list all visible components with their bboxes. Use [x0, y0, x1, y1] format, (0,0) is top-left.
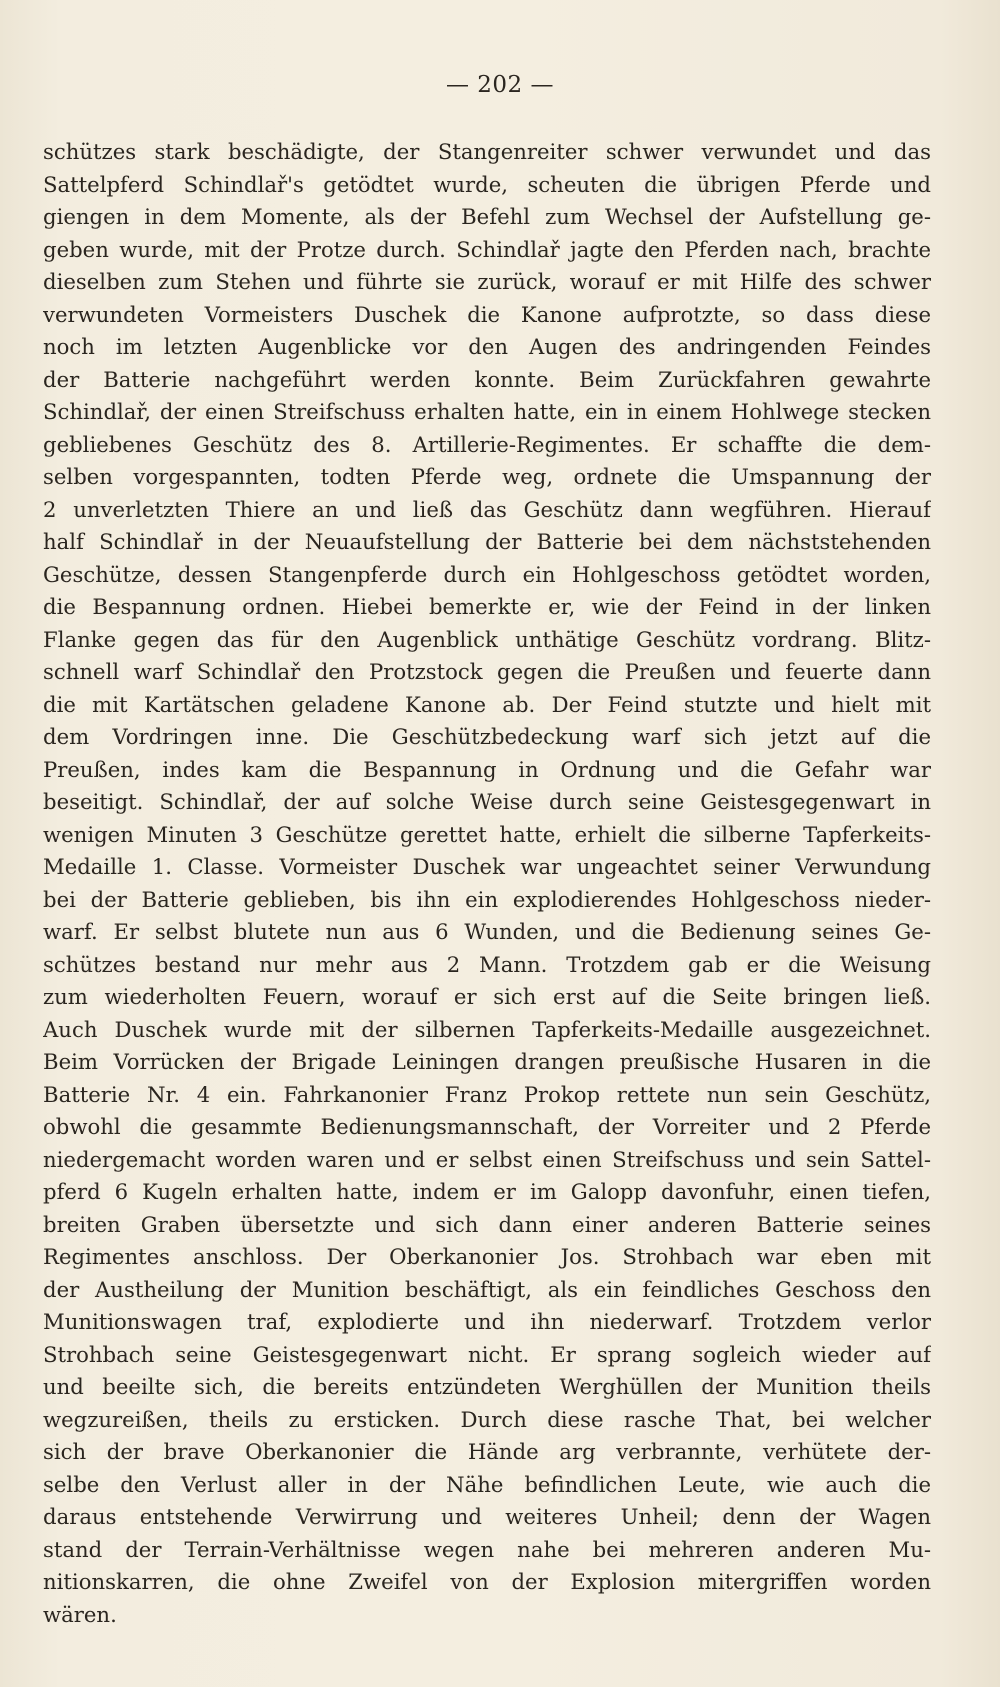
text-line: beseitigt. Schindlař, der auf solche Weise durch seine Geistesgegenwart in: [43, 789, 931, 814]
text-line: pferd 6 Kugeln erhalten hatte, indem er im Galopp davonfuhr, einen tiefen,: [43, 1179, 931, 1204]
text-line: zum wiederholten Feuern, worauf er sich erst auf die Seite bringen ließ.: [43, 984, 931, 1009]
text-line: die mit Kartätschen geladene Kanone ab. Der Feind stutzte und hielt mit: [43, 691, 931, 717]
text-line: verwundeten Vormeisters Duschek die Kanone aufprotzte, so dass diese: [43, 301, 931, 327]
text-line: schützes stark beschädigte, der Stangenreiter schwer verwundet und das: [43, 139, 931, 164]
text-line: der Austheilung der Munition beschäftigt, als ein feindliches Geschoss den: [43, 1276, 931, 1302]
text-line: Auch Duschek wurde mit der silbernen Tapferkeits-Medaille ausgezeichnet.: [43, 1016, 931, 1042]
text-line: nitionskarren, die ohne Zweifel von der Explosion mitergriffen worden: [43, 1569, 931, 1594]
text-line: niedergemacht worden waren und er selbst einen Streifschuss und sein Sattel-: [43, 1146, 931, 1172]
text-line: Medaille 1. Classe. Vormeister Duschek war ungeachtet seiner Verwundung: [43, 854, 931, 879]
text-line: noch im letzten Augenblicke vor den Augen des andringenden Feindes: [43, 334, 931, 359]
text-line: giengen in dem Momente, als der Befehl zum Wechsel der Aufstellung ge-: [43, 204, 931, 229]
text-line: schnell warf Schindlař den Protzstock gegen die Preußen und feuerte dann: [43, 659, 931, 684]
text-line: dieselben zum Stehen und führte sie zurück, worauf er mit Hilfe des schwer: [43, 269, 931, 294]
text-line: Geschütze, dessen Stangenpferde durch ein Hohlgeschoss getödtet worden,: [43, 561, 931, 587]
text-line: wenigen Minuten 3 Geschütze gerettet hatte, erhielt die silberne Tapferkeits-: [43, 821, 931, 847]
text-line: stand der Terrain-Verhältnisse wegen nahe bei mehreren anderen Mu-: [43, 1536, 931, 1562]
text-line: geben wurde, mit der Protze durch. Schindlař jagte den Pferden nach, brachte: [43, 236, 931, 262]
text-line: Beim Vorrücken der Brigade Leiningen drangen preußische Husaren in die: [43, 1049, 931, 1074]
text-line: half Schindlař in der Neuaufstellung der Batterie bei dem nächststehenden: [43, 529, 931, 554]
text-line: warf. Er selbst blutete nun aus 6 Wunden, und die Bedienung seines Ge-: [43, 919, 931, 944]
text-line: der Batterie nachgeführt werden konnte. Beim Zurückfahren gewahrte: [43, 366, 931, 392]
text-line: schützes bestand nur mehr aus 2 Mann. Trotzdem gab er die Weisung: [43, 951, 931, 977]
text-line: selben vorgespannten, todten Pferde weg, ordnete die Umspannung der: [43, 464, 931, 489]
text-line: und beeilte sich, die bereits entzündeten Werghüllen der Munition theils: [43, 1374, 931, 1399]
text-line: selbe den Verlust aller in der Nähe befindlichen Leute, wie auch die: [43, 1471, 931, 1497]
text-line: 2 unverletzten Thiere an und ließ das Geschütz dann wegführen. Hierauf: [43, 496, 931, 522]
text-line: gebliebenes Geschütz des 8. Artillerie-Regimentes. Er schaffte die dem-: [43, 431, 931, 457]
page-number: — 202 —: [445, 72, 555, 98]
text-line: Strohbach seine Geistesgegenwart nicht. Er sprang sogleich wieder auf: [43, 1341, 931, 1367]
text-line: obwohl die gesammte Bedienungsmannschaft, der Vorreiter und 2 Pferde: [43, 1114, 931, 1139]
body-text: [43, 136, 931, 1631]
text-line: Sattelpferd Schindlař's getödtet wurde, scheuten die übrigen Pferde und: [43, 171, 931, 197]
text-line: breiten Graben übersetzte und sich dann einer anderen Batterie seines: [43, 1211, 931, 1237]
text-line: wären.: [43, 1601, 117, 1627]
text-line: dem Vordringen inne. Die Geschützbedeckung warf sich jetzt auf die: [43, 724, 931, 749]
text-line: Regimentes anschloss. Der Oberkanonier Jos. Strohbach war eben mit: [43, 1244, 931, 1269]
text-line: Flanke gegen das für den Augenblick unthätige Geschütz vordrang. Blitz-: [43, 626, 931, 652]
text-line: Batterie Nr. 4 ein. Fahrkanonier Franz Prokop rettete nun sein Geschütz,: [43, 1081, 931, 1107]
text-line: Munitionswagen traf, explodierte und ihn niederwarf. Trotzdem verlor: [43, 1309, 931, 1334]
text-line: bei der Batterie geblieben, bis ihn ein explodierendes Hohlgeschoss nieder-: [43, 886, 931, 912]
text-line: daraus entstehende Verwirrung und weiteres Unheil; denn der Wagen: [43, 1504, 931, 1529]
text-line: die Bespannung ordnen. Hiebei bemerkte er, wie der Feind in der linken: [43, 594, 931, 619]
text-line: Preußen, indes kam die Bespannung in Ordnung und die Gefahr war: [43, 756, 931, 782]
text-line: Schindlař, der einen Streifschuss erhalten hatte, ein in einem Hohlwege stecken: [43, 399, 931, 424]
text-line: sich der brave Oberkanonier die Hände arg verbrannte, verhütete der-: [43, 1439, 931, 1464]
text-line: wegzureißen, theils zu ersticken. Durch diese rasche That, bei welcher: [43, 1406, 931, 1432]
